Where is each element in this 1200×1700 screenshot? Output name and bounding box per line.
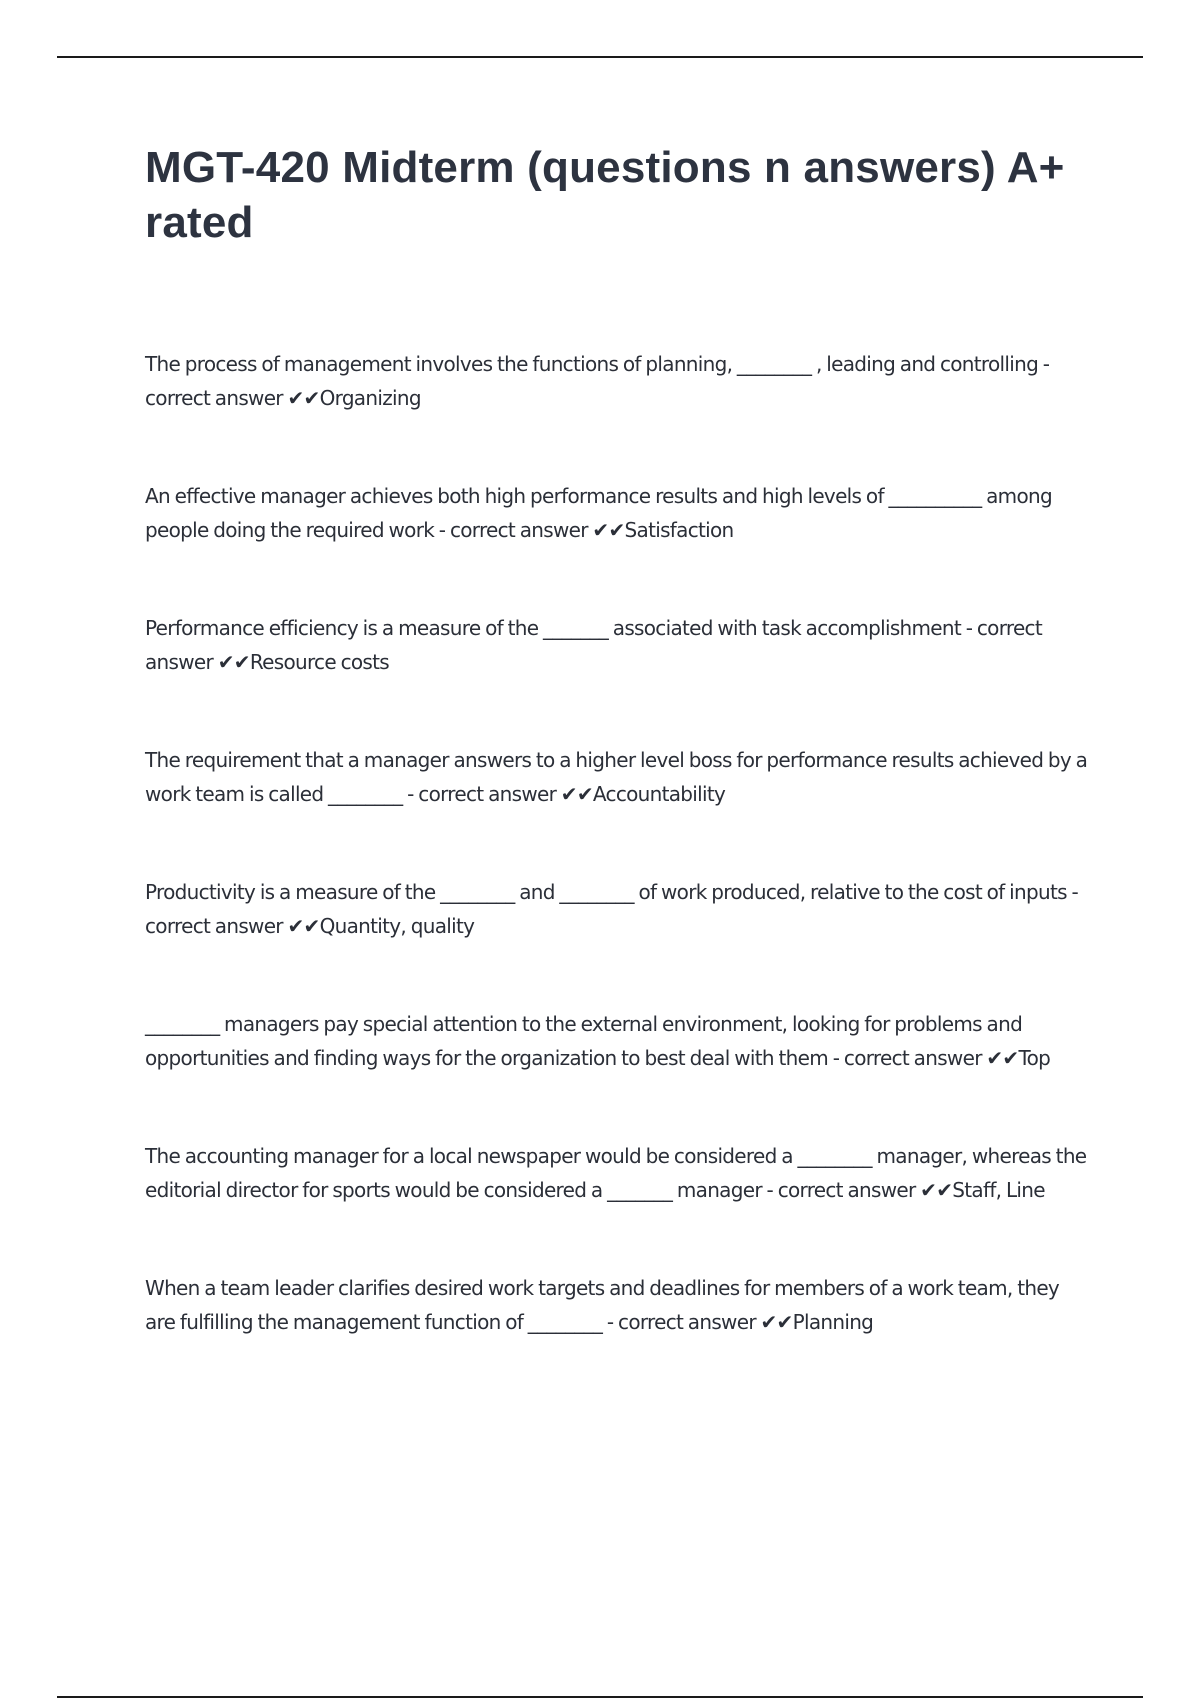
answer-text: ✔✔Organizing <box>287 386 421 410</box>
answer-text: ✔✔Quantity, quality <box>287 914 475 938</box>
qa-item <box>145 1139 1090 1207</box>
document-title: MGT-420 Midterm (questions n answers) A+ rated <box>145 143 1065 247</box>
answer-separator: - correct answer <box>761 1178 921 1202</box>
qa-item <box>145 1007 1090 1075</box>
document-body <box>145 140 1090 1339</box>
answer-text: ✔✔Satisfaction <box>592 518 734 542</box>
qa-item <box>145 479 1090 547</box>
qa-item <box>145 611 1090 679</box>
question-text: When a team leader clarifies desired work targets and deadlines for members of a work team, they are fulfilling the management function of ________ <box>145 1276 1060 1334</box>
answer-text: ✔✔Accountability <box>560 782 726 806</box>
qa-item <box>145 875 1090 943</box>
question-text: The accounting manager for a local newspaper would be considered a ________ manager, whereas the editorial director for sports would be considered a _______ manager <box>145 1144 1087 1202</box>
qa-item <box>145 1271 1090 1339</box>
answer-separator: - correct answer <box>145 880 1079 938</box>
question-text: An effective manager achieves both high performance results and high levels of __________ among people doing the required work <box>145 484 1052 542</box>
answer-text: ✔✔Planning <box>760 1310 874 1334</box>
answer-text: ✔✔Top <box>986 1046 1051 1070</box>
top-rule <box>57 56 1143 58</box>
qa-item <box>145 743 1090 811</box>
answer-text: ✔✔Staff, Line <box>920 1178 1045 1202</box>
answer-separator: - correct answer <box>402 782 561 806</box>
qa-list <box>145 347 1090 1339</box>
answer-separator: - correct answer <box>828 1046 987 1070</box>
question-text: ________ managers pay special attention to the external environment, looking for problems and opportunities and finding ways for the organization to best deal with them <box>145 1012 1023 1070</box>
answer-separator: - correct answer <box>145 616 1042 674</box>
question-text: Productivity is a measure of the ________ and ________ of work produced, relative to the cost of inputs <box>145 880 1067 904</box>
question-text: The requirement that a manager answers to a higher level boss for performance results achieved by a work team is called ________ <box>145 748 1088 806</box>
answer-separator: - correct answer <box>434 518 593 542</box>
answer-separator: - correct answer <box>145 352 1050 410</box>
answer-text: ✔✔Resource costs <box>217 650 390 674</box>
answer-separator: - correct answer <box>602 1310 761 1334</box>
question-text: Performance efficiency is a measure of the _______ associated with task accomplishment <box>145 616 962 640</box>
bottom-rule <box>57 1696 1143 1698</box>
qa-item <box>145 347 1090 415</box>
question-text: The process of management involves the functions of planning, ________ , leading and controlling <box>145 352 1039 376</box>
